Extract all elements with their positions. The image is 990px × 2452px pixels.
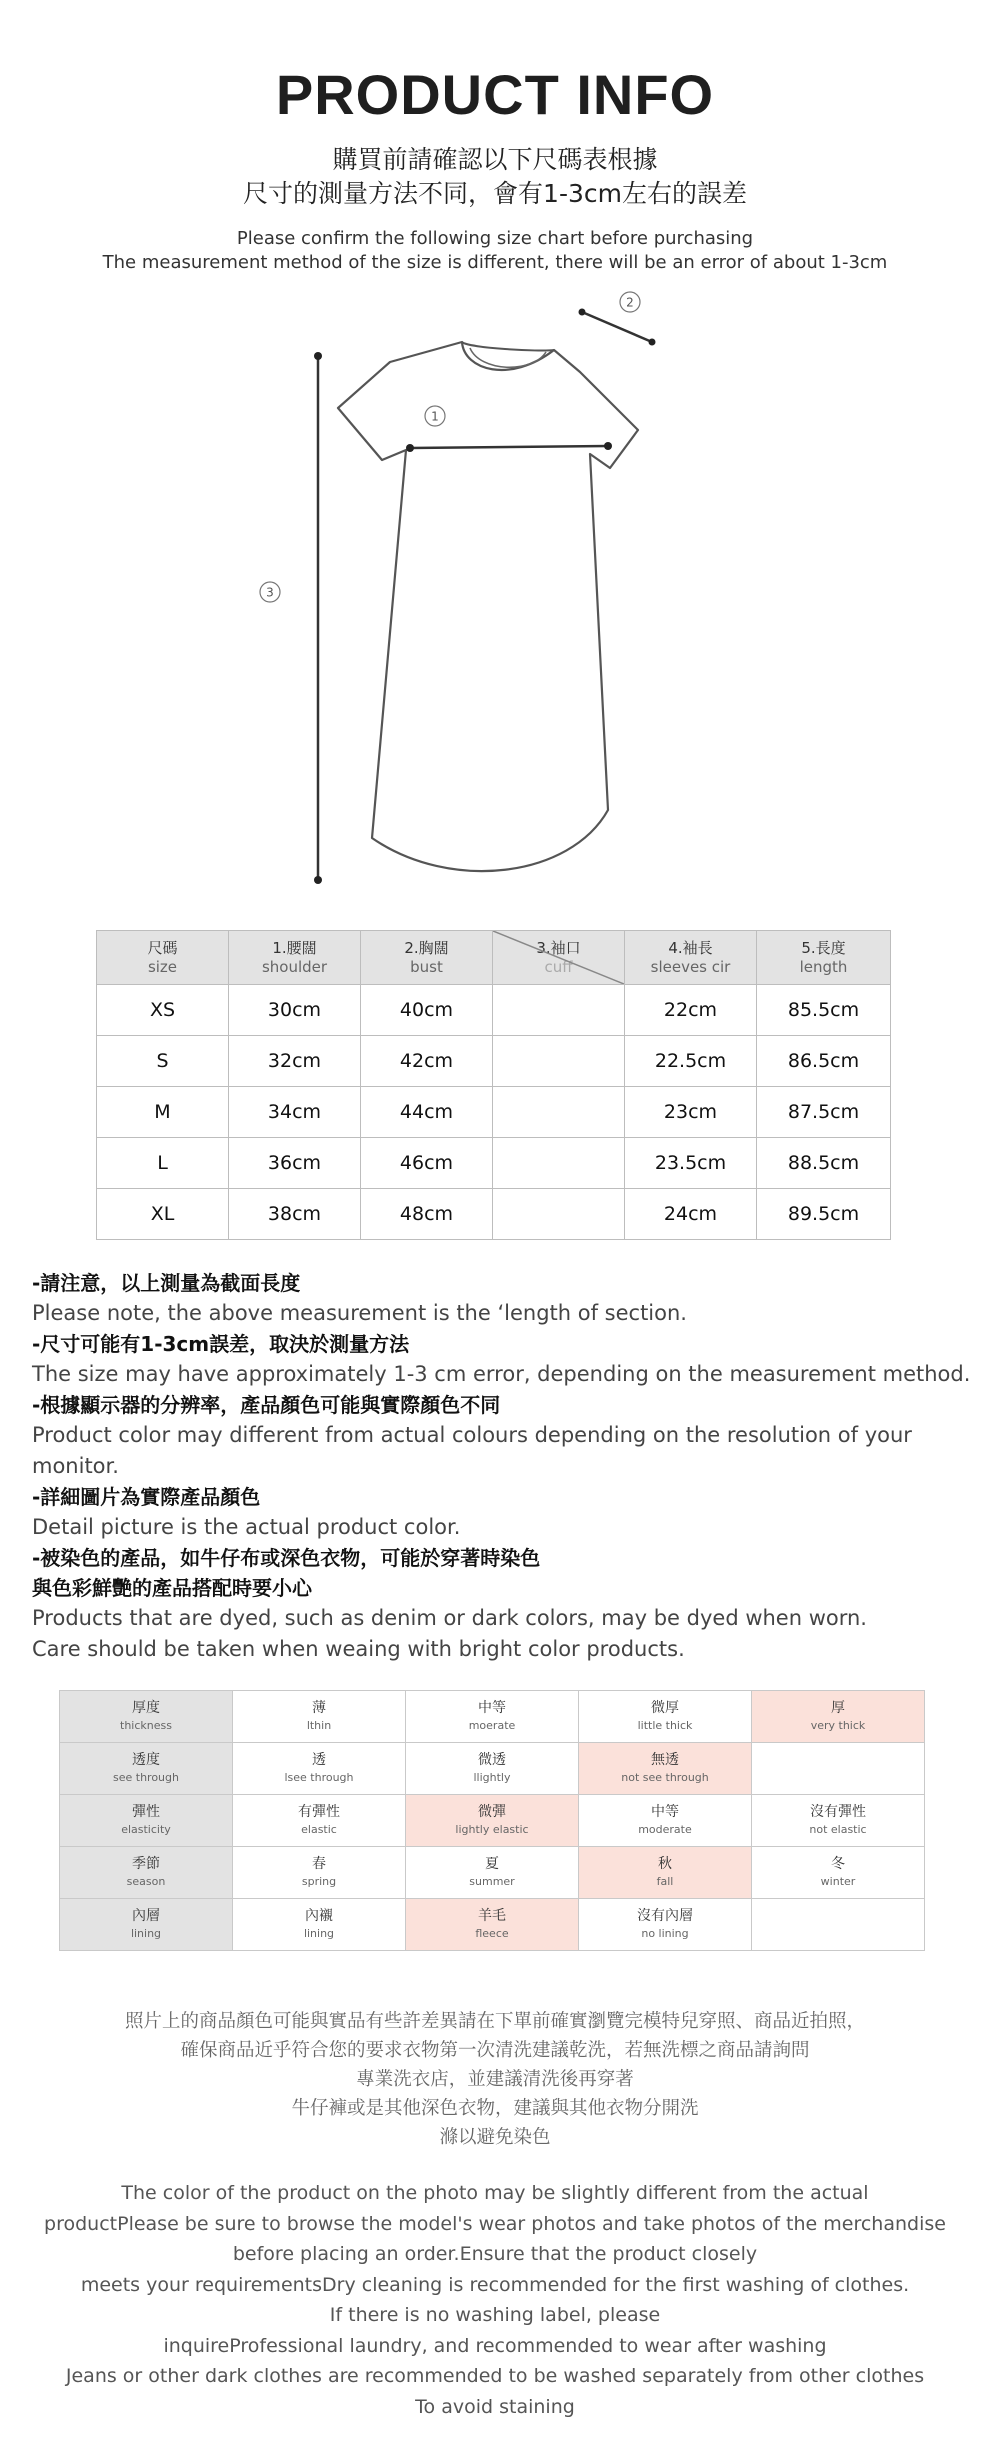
- cell-cuff: [493, 1087, 625, 1138]
- attr-zh: 有彈性: [298, 1803, 340, 1820]
- attr-en: see through: [113, 1770, 179, 1784]
- cell-sleeves: 24cm: [625, 1189, 757, 1240]
- zh-subtitle-line-1: 購買前請確認以下尺碼表根據: [332, 145, 658, 174]
- note-heading: -根據顯示器的分辨率，產品顏色可能與實際顏色不同: [32, 1393, 501, 1417]
- fabric-attributes-table: [59, 1690, 925, 1951]
- attr-label-season: [60, 1847, 233, 1899]
- attr-en: llightly: [473, 1770, 511, 1784]
- attr-zh: 沒有內層: [637, 1907, 693, 1924]
- attr-option: [233, 1743, 406, 1795]
- attr-en: lsee through: [284, 1770, 354, 1784]
- note-heading: -被染色的產品，如牛仔布或深色衣物，可能於穿著時染色: [32, 1546, 541, 1570]
- footer-en-line: To avoid staining: [415, 2395, 575, 2418]
- attr-zh: 中等: [651, 1803, 679, 1820]
- note-text: The size may have approximately 1-3 cm error, depending on the measurement method.: [32, 1362, 971, 1386]
- attr-zh: 厚: [831, 1699, 845, 1716]
- attr-en: lightly elastic: [455, 1822, 529, 1836]
- header-en: length: [799, 957, 848, 976]
- attr-zh: 彈性: [132, 1803, 160, 1820]
- table-row: [60, 1847, 925, 1899]
- header-sleeves: [625, 931, 757, 985]
- footer-zh-line: 專業洗衣店，並建議清洗後再穿著: [356, 2069, 634, 2090]
- attr-en: elasticity: [121, 1822, 171, 1836]
- measure-marker-1: 1: [431, 409, 439, 424]
- attr-en: summer: [469, 1874, 515, 1888]
- attr-option-empty: [752, 1743, 925, 1795]
- footer-en-line: If there is no washing label, please: [329, 2304, 661, 2326]
- attr-zh: 內襯: [305, 1907, 333, 1924]
- footer-zh-line: 滌以避免染色: [439, 2127, 551, 2148]
- header-bust: [361, 931, 493, 985]
- attr-en: moerate: [468, 1718, 516, 1732]
- attr-en: fall: [656, 1874, 674, 1888]
- footer-en-line: The color of the product on the photo may be slightly different from the actual: [121, 2182, 869, 2204]
- cell-size: L: [97, 1138, 229, 1189]
- attr-zh: 夏: [485, 1855, 499, 1872]
- strike-through-line: [493, 931, 624, 984]
- cell-length: 86.5cm: [757, 1036, 891, 1087]
- cell-size: M: [97, 1087, 229, 1138]
- cell-shoulder: 30cm: [229, 985, 361, 1036]
- attr-option: [233, 1691, 406, 1743]
- attr-en: fleece: [475, 1926, 509, 1940]
- header-en: size: [147, 957, 178, 976]
- header-zh: 1.腰闊: [272, 938, 317, 957]
- attr-en: lining: [130, 1926, 162, 1940]
- attr-option-selected: [406, 1795, 579, 1847]
- attr-option: [406, 1743, 579, 1795]
- note-text: Detail picture is the actual product color.: [32, 1515, 461, 1539]
- cell-shoulder: 32cm: [229, 1036, 361, 1087]
- cell-sleeves: 23.5cm: [625, 1138, 757, 1189]
- table-row: [60, 1691, 925, 1743]
- attr-en: not elastic: [809, 1822, 867, 1836]
- header-en: bust: [410, 957, 443, 976]
- attr-option: [579, 1691, 752, 1743]
- size-chart-table: [96, 930, 891, 1240]
- note-text: Please note, the above measurement is the ‘length of section.: [32, 1301, 687, 1325]
- cell-shoulder: 34cm: [229, 1087, 361, 1138]
- attr-option: [233, 1899, 406, 1951]
- measure-marker-3: 3: [266, 585, 274, 600]
- attr-zh: 秋: [658, 1855, 672, 1872]
- attr-option-empty: [752, 1899, 925, 1951]
- attr-label-lining: [60, 1899, 233, 1951]
- cell-cuff: [493, 985, 625, 1036]
- table-row: [97, 1036, 891, 1087]
- attr-label-elasticity: [60, 1795, 233, 1847]
- dress-diagram: [240, 290, 720, 920]
- cell-cuff: [493, 1189, 625, 1240]
- en-subtitle-line-2: The measurement method of the size is different, there will be an error of about 1-3cm: [102, 252, 888, 273]
- header-en: cuff: [544, 957, 573, 976]
- header-zh: 尺碼: [147, 938, 178, 957]
- attr-en: elastic: [301, 1822, 337, 1836]
- table-row: [97, 1138, 891, 1189]
- attr-option: [579, 1899, 752, 1951]
- measure-marker-2: 2: [626, 295, 634, 310]
- attr-zh: 沒有彈性: [810, 1803, 866, 1820]
- note-text: Care should be taken when weaing with bright color products.: [32, 1637, 685, 1661]
- header-en: sleeves cir: [650, 957, 731, 976]
- note-heading: 與色彩鮮艷的產品搭配時要小心: [32, 1576, 312, 1600]
- note-heading: -詳細圖片為實際產品顏色: [32, 1485, 261, 1509]
- cell-shoulder: 36cm: [229, 1138, 361, 1189]
- attr-zh: 羊毛: [478, 1907, 506, 1924]
- attr-en: no lining: [641, 1926, 689, 1940]
- table-row: [97, 985, 891, 1036]
- cell-size: S: [97, 1036, 229, 1087]
- header-zh: 2.胸闊: [404, 938, 449, 957]
- cell-shoulder: 38cm: [229, 1189, 361, 1240]
- attr-en: season: [126, 1874, 166, 1888]
- header-cuff: [493, 931, 625, 985]
- attr-option-selected: [406, 1899, 579, 1951]
- attr-option: [406, 1847, 579, 1899]
- footer-en-line: Jeans or other dark clothes are recommended to be washed separately from other clothes: [65, 2365, 925, 2387]
- table-row: [97, 1189, 891, 1240]
- attr-option: [233, 1795, 406, 1847]
- attr-zh: 冬: [831, 1855, 845, 1872]
- cell-size: XL: [97, 1189, 229, 1240]
- cell-length: 89.5cm: [757, 1189, 891, 1240]
- attr-zh: 透: [312, 1751, 326, 1768]
- attr-en: lthin: [306, 1718, 332, 1732]
- attr-en: little thick: [637, 1718, 693, 1732]
- attr-en: not see through: [621, 1770, 709, 1784]
- attr-zh: 春: [312, 1855, 326, 1872]
- footer-zh-line: 照片上的商品顏色可能與實品有些許差異請在下單前確實瀏覽完模特兒穿照、商品近拍照，: [124, 2011, 865, 2032]
- attr-zh: 微透: [478, 1751, 506, 1768]
- attr-option: [233, 1847, 406, 1899]
- attr-option: [579, 1795, 752, 1847]
- attr-option-selected: [579, 1743, 752, 1795]
- cell-length: 88.5cm: [757, 1138, 891, 1189]
- attr-zh: 季節: [132, 1855, 160, 1872]
- dress-outline-drawing: [240, 290, 720, 920]
- attr-zh: 薄: [312, 1699, 326, 1716]
- header-shoulder: [229, 931, 361, 985]
- cell-length: 87.5cm: [757, 1087, 891, 1138]
- attr-en: very thick: [810, 1718, 866, 1732]
- attr-option: [752, 1847, 925, 1899]
- attr-zh: 微彈: [478, 1803, 506, 1820]
- attr-label-see-through: [60, 1743, 233, 1795]
- note-text: Products that are dyed, such as denim or dark colors, may be dyed when worn.: [32, 1606, 867, 1630]
- table-row: [60, 1743, 925, 1795]
- cell-bust: 44cm: [361, 1087, 493, 1138]
- attr-en: winter: [820, 1874, 856, 1888]
- footer-en-line: meets your requirementsDry cleaning is recommended for the first washing of clothes.: [80, 2273, 910, 2296]
- note-heading: -尺寸可能有1-3cm誤差，取決於測量方法: [32, 1332, 410, 1356]
- page-title: PRODUCT INFO: [275, 63, 715, 126]
- table-row: [60, 1795, 925, 1847]
- notes-section: [32, 1268, 972, 1665]
- note-text: Product color may different from actual colours depending on the resolution of your monitor.: [32, 1423, 912, 1478]
- attr-zh: 微厚: [651, 1699, 679, 1716]
- footer-zh-notice: [0, 2007, 990, 2152]
- attr-zh: 透度: [132, 1751, 160, 1768]
- cell-bust: 42cm: [361, 1036, 493, 1087]
- attr-zh: 中等: [478, 1699, 506, 1716]
- table-row: [97, 1087, 891, 1138]
- cell-sleeves: 22.5cm: [625, 1036, 757, 1087]
- footer-en-line: inquireProfessional laundry, and recommended to wear after washing: [163, 2334, 827, 2357]
- cell-bust: 48cm: [361, 1189, 493, 1240]
- header-zh: 4.袖長: [668, 938, 713, 957]
- header-zh: 3.袖口: [536, 938, 581, 957]
- cell-cuff: [493, 1138, 625, 1189]
- attr-option-selected: [752, 1691, 925, 1743]
- attr-en: lining: [303, 1926, 335, 1940]
- table-row: [60, 1899, 925, 1951]
- cell-sleeves: 23cm: [625, 1087, 757, 1138]
- cell-sleeves: 22cm: [625, 985, 757, 1036]
- attr-option: [406, 1691, 579, 1743]
- zh-subtitle-line-2: 尺寸的測量方法不同，會有1-3cm左右的誤差: [243, 179, 747, 208]
- header-size: [97, 931, 229, 985]
- attr-zh: 無透: [651, 1751, 679, 1768]
- attr-en: thickness: [120, 1718, 172, 1732]
- cell-bust: 40cm: [361, 985, 493, 1036]
- attr-option-selected: [579, 1847, 752, 1899]
- footer-en-notice: [0, 2178, 990, 2422]
- header-en: shoulder: [261, 957, 328, 976]
- attr-option: [752, 1795, 925, 1847]
- attr-zh: 厚度: [132, 1699, 160, 1716]
- en-subtitle-line-1: Please confirm the following size chart before purchasing: [236, 228, 754, 249]
- footer-en-line: productPlease be sure to browse the model's wear photos and take photos of the merchandise: [44, 2212, 946, 2235]
- attr-label-thickness: [60, 1691, 233, 1743]
- attr-en: moderate: [638, 1822, 692, 1836]
- footer-en-line: before placing an order.Ensure that the product closely: [232, 2243, 758, 2265]
- attr-en: spring: [301, 1874, 337, 1888]
- cell-size: XS: [97, 985, 229, 1036]
- cell-cuff: [493, 1036, 625, 1087]
- cell-length: 85.5cm: [757, 985, 891, 1036]
- footer-zh-line: 確保商品近乎符合您的要求衣物第一次清洗建議乾洗，若無洗標之商品請詢問: [180, 2040, 810, 2061]
- header-length: [757, 931, 891, 985]
- footer-zh-line: 牛仔褲或是其他深色衣物，建議與其他衣物分開洗: [291, 2098, 699, 2119]
- attr-zh: 內層: [132, 1907, 160, 1924]
- size-chart-header-row: [97, 931, 891, 985]
- header-zh: 5.長度: [801, 938, 846, 957]
- note-heading: -請注意，以上測量為截面長度: [32, 1271, 301, 1295]
- cell-bust: 46cm: [361, 1138, 493, 1189]
